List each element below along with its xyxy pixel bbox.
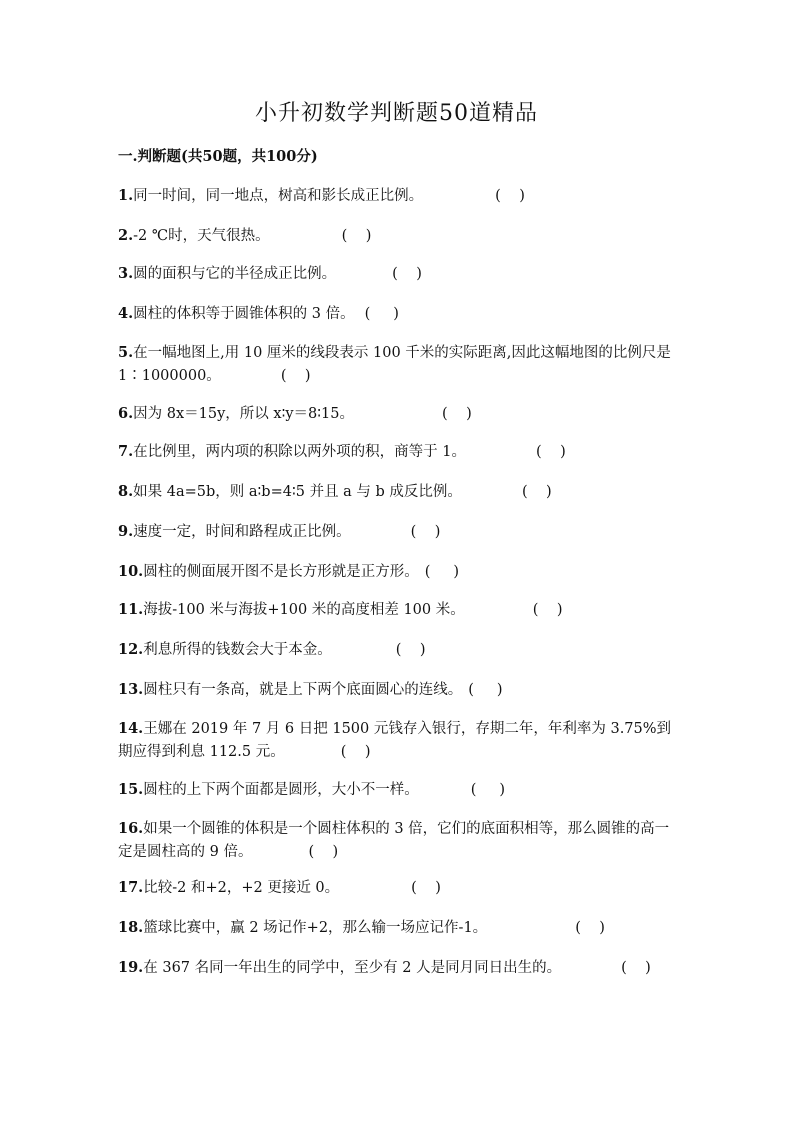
question-number: 5. xyxy=(118,344,134,361)
answer-parentheses[interactable]: ( ) xyxy=(532,602,563,618)
question-number: 2. xyxy=(118,227,134,244)
question-item xyxy=(118,184,678,208)
question-number: 10. xyxy=(118,563,144,580)
question-item xyxy=(118,956,678,980)
question-text: 如果 4a=5b，则 a∶b=4∶5 并且 a 与 b 成反比例。 xyxy=(133,484,462,500)
answer-parentheses[interactable]: ( ) xyxy=(535,444,566,460)
question-item xyxy=(118,440,678,464)
question-item xyxy=(118,678,678,702)
answer-parentheses[interactable]: ( ) xyxy=(621,960,651,976)
question-item xyxy=(118,717,678,764)
answer-parentheses[interactable]: ( ) xyxy=(410,524,441,540)
question-number: 12. xyxy=(118,641,144,658)
question-text: 海拔-100 米与海拔+100 米的高度相差 100 米。 xyxy=(143,602,465,618)
answer-parentheses[interactable]: ( ) xyxy=(424,564,460,580)
answer-parentheses[interactable]: ( ) xyxy=(575,920,605,936)
question-number: 15. xyxy=(118,781,144,798)
question-number: 18. xyxy=(118,919,144,936)
question-item xyxy=(118,224,678,248)
question-text: 圆的面积与它的半径成正比例。 xyxy=(133,266,337,282)
answer-parentheses[interactable]: ( ) xyxy=(392,266,422,282)
answer-parentheses[interactable]: ( ) xyxy=(280,368,311,384)
section-heading: 一.判断题(共50题，共100分) xyxy=(118,148,318,165)
question-number: 19. xyxy=(118,959,144,976)
answer-parentheses[interactable]: ( ) xyxy=(341,228,372,244)
question-text: 利息所得的钱数会大于本金。 xyxy=(143,642,332,658)
answer-parentheses[interactable]: ( ) xyxy=(495,188,525,204)
answer-parentheses[interactable]: ( ) xyxy=(308,844,339,860)
question-text: 比较-2 和+2，+2 更接近 0。 xyxy=(143,880,340,896)
page-title: 小升初数学判断题50道精品 xyxy=(255,101,538,126)
question-number: 6. xyxy=(118,405,134,422)
question-text: 圆柱的上下两个面都是圆形，大小不一样。 xyxy=(143,782,419,798)
question-item xyxy=(118,480,678,504)
question-text: 速度一定，时间和路程成正比例。 xyxy=(133,524,351,540)
answer-parentheses[interactable]: ( ) xyxy=(442,406,472,422)
question-number: 1. xyxy=(118,187,134,204)
question-item xyxy=(118,520,678,544)
question-number: 17. xyxy=(118,879,144,896)
question-text: -2 ℃时，天气很热。 xyxy=(133,228,270,244)
question-item xyxy=(118,817,678,864)
answer-parentheses[interactable]: ( ) xyxy=(340,744,371,760)
question-number: 3. xyxy=(118,265,134,282)
question-number: 16. xyxy=(118,820,144,837)
question-item xyxy=(118,302,678,326)
question-text: 篮球比赛中，赢 2 场记作+2，那么输一场应记作-1。 xyxy=(143,920,488,936)
question-number: 7. xyxy=(118,443,134,460)
question-text: 因为 8x＝15y，所以 x∶y＝8∶15。 xyxy=(133,406,354,422)
question-item xyxy=(118,560,678,584)
question-item xyxy=(118,876,678,900)
answer-parentheses[interactable]: ( ) xyxy=(395,642,426,658)
answer-parentheses[interactable]: ( ) xyxy=(364,306,399,322)
question-text: 在 367 名同一年出生的同学中，至少有 2 人是同月同日出生的。 xyxy=(143,960,562,976)
answer-parentheses[interactable]: ( ) xyxy=(411,880,441,896)
question-number: 14. xyxy=(118,720,144,737)
answer-parentheses[interactable]: ( ) xyxy=(521,484,552,500)
question-number: 11. xyxy=(118,601,144,618)
question-text: 圆柱只有一条高，就是上下两个底面圆心的连线。 xyxy=(143,682,463,698)
question-text: 如果一个圆锥的体积是一个圆柱体积的 3 倍，它们的底面积相等，那么圆锥的高一定是圆柱高的 9 倍。 xyxy=(118,821,670,860)
question-item xyxy=(118,598,678,622)
question-text: 王娜在 2019 年 7 月 6 日把 1500 元钱存入银行，存期二年，年利率为 3.75%到期应得到利息 112.5 元。 xyxy=(118,721,672,760)
question-text: 在一幅地图上,用 10 厘米的线段表示 100 千米的实际距离,因此这幅地图的比例尺是 1∶1000000。 xyxy=(118,345,676,384)
question-text: 圆柱的侧面展开图不是长方形就是正方形。 xyxy=(143,564,419,580)
question-text: 在比例里，两内项的积除以两外项的积，商等于 1。 xyxy=(133,444,466,460)
question-item xyxy=(118,778,678,802)
question-text: 圆柱的体积等于圆锥体积的 3 倍。 xyxy=(133,306,355,322)
question-item xyxy=(118,402,678,426)
question-item xyxy=(118,341,678,388)
question-number: 9. xyxy=(118,523,134,540)
question-item xyxy=(118,916,678,940)
question-number: 4. xyxy=(118,305,134,322)
question-number: 8. xyxy=(118,483,134,500)
question-text: 同一时间，同一地点，树高和影长成正比例。 xyxy=(133,188,424,204)
question-item xyxy=(118,638,678,662)
answer-parentheses[interactable]: ( ) xyxy=(468,682,503,698)
question-item xyxy=(118,262,678,286)
answer-parentheses[interactable]: ( ) xyxy=(470,782,506,798)
question-number: 13. xyxy=(118,681,144,698)
